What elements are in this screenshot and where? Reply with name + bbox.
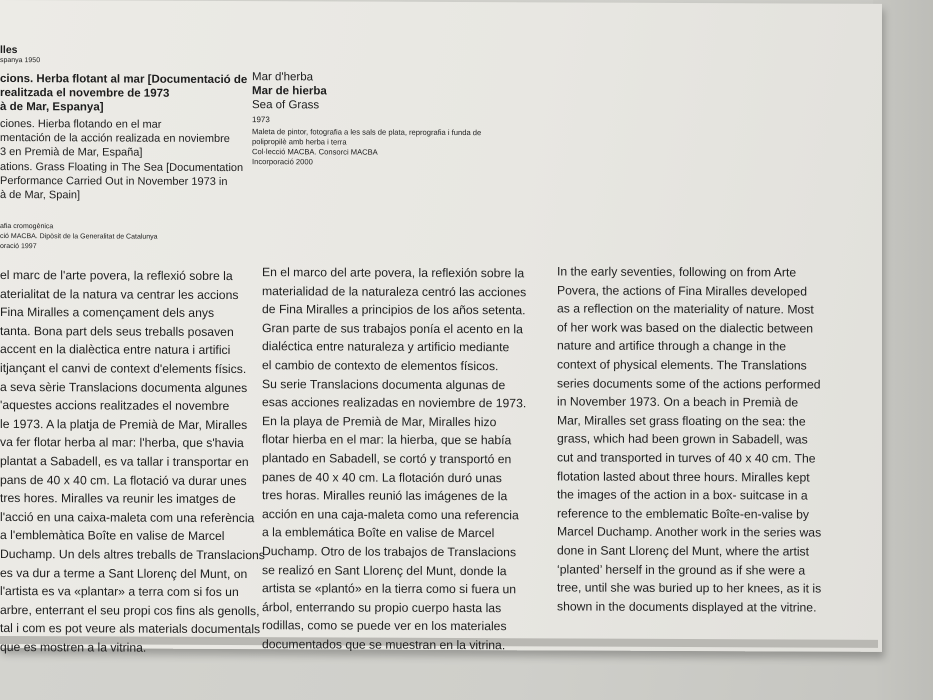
title-line: ations. Grass Floating in The Sea [Documentation xyxy=(0,161,244,175)
work-title-spanish: Mar de hierba xyxy=(252,85,327,98)
paragraph-line: va fer flotar herba al mar: l'herba, que s'havia xyxy=(0,435,244,451)
paragraph-line: En el marco del arte povera, la reflexión sobre la xyxy=(262,265,525,281)
paragraph-line: tres hores. Miralles va reunir les imatges de xyxy=(0,491,236,507)
paragraph-line: itjançant el canvi de context d'elements físics. xyxy=(0,360,247,377)
paragraph-line: de Fina Miralles a principios de los años setenta. xyxy=(262,302,526,318)
paragraph-line: documentados que se muestran en la vitrina. xyxy=(262,637,506,653)
paragraph-line: es va dur a terme a Sant Llorenç del Munt, on xyxy=(0,565,248,581)
meta-line: Incorporació 2000 xyxy=(252,157,313,167)
paragraph-line: tree, until she was buried up to her knees, as it is xyxy=(557,580,822,596)
paragraph-line: le 1973. A la platja de Premià de Mar, Miralles xyxy=(0,416,248,432)
paragraph-line: dialéctica entre naturaleza y artificio mediante xyxy=(262,339,510,355)
paragraph-line: ‘planted’ herself in the ground as if she were a xyxy=(557,561,806,578)
left-title-catalan xyxy=(0,72,250,115)
wall-corner xyxy=(873,0,933,700)
work-title-catalan: Mar d'herba xyxy=(252,71,314,84)
paragraph-line: rodillas, como se puede ver en los materiales xyxy=(262,618,507,634)
paragraph-line: cut and transported in turves of 40 x 40 cm. The xyxy=(557,450,816,466)
paragraph-line: plantado en Sabadell, se cortó y transportó en xyxy=(262,451,512,467)
left-title-spanish xyxy=(0,117,250,160)
title-line: ciones. Hierba flotando en el mar xyxy=(0,118,162,131)
artist-name: lles xyxy=(0,44,18,57)
meta-line: ció MACBA. Dipòsit de la Generalitat de Catalunya xyxy=(0,233,158,241)
paragraph-line: plantat a Sabadell, es va tallar i transportar en xyxy=(0,453,249,470)
paragraph-line: tal i com es pot veure als materials documentals xyxy=(0,621,261,637)
title-line: realitzada el novembre de 1973 xyxy=(0,87,170,100)
paragraph-line: tanta. Bona part dels seus treballs posaven xyxy=(0,323,234,339)
title-line: à de Mar, Espanya] xyxy=(0,101,104,114)
meta-line: polipropilè amb herba i terra xyxy=(252,137,347,147)
paragraph-line: l'acció en una caixa-maleta com una referència xyxy=(0,509,255,525)
paragraph-line: Su serie Translacions documenta algunas de xyxy=(262,376,506,392)
paragraph-line: arbre, enterrant el seu propi cos fins als genolls, xyxy=(0,602,260,618)
paragraph-line: En la playa de Premià de Mar, Miralles hizo xyxy=(262,413,497,429)
artist-origin: spanya 1950 xyxy=(0,57,41,65)
left-work-metadata xyxy=(0,222,250,253)
work-year: 1973 xyxy=(252,115,270,125)
paragraph-line: 'aquestes accions realitzades el novembre xyxy=(0,398,230,414)
paragraph-line: tres horas. Miralles reunió las imágenes de la xyxy=(262,488,508,504)
left-title-english xyxy=(0,160,250,203)
title-line: 3 en Premià de Mar, España] xyxy=(0,146,143,159)
paragraph-line: flotation lasted about three hours. Miralles kept xyxy=(557,468,810,485)
paragraph-line: acción en una caja-maleta como una referencia xyxy=(262,506,519,522)
title-line: cions. Herba flotant al mar [Documentació de xyxy=(0,73,248,87)
catalan-text-column xyxy=(0,266,265,658)
paragraph-line: aterialitat de la natura va centrar les accions xyxy=(0,286,239,302)
paragraph-line: Duchamp. Otro de los trabajos de Translacions xyxy=(262,544,517,560)
title-line: Performance Carried Out in November 1973 in xyxy=(0,175,228,188)
paragraph-line: panes de 40 x 40 cm. La flotación duró unas xyxy=(262,469,502,485)
paragraph-line: in November 1973. On a beach in Premià de xyxy=(557,394,799,410)
paragraph-line: el marc de l'arte povera, la reflexió sobre la xyxy=(0,268,233,284)
paragraph-line: In the early seventies, following on from Arte xyxy=(557,264,797,280)
meta-line: Col·lecció MACBA. Consorci MACBA xyxy=(252,147,378,157)
work-metadata xyxy=(252,127,514,168)
paragraph-line: shown in the documents displayed at the vitrine. xyxy=(557,599,817,615)
paragraph-line: esas acciones realizadas en noviembre de 1973. xyxy=(262,395,527,411)
paragraph-line: Mar, Miralles set grass floating on the sea: the xyxy=(557,413,806,429)
paragraph-line: context of physical elements. The Translations xyxy=(557,357,807,373)
paragraph-line: as a reflection on the materiality of nature. Most xyxy=(557,301,814,317)
paragraph-line: a la emblemática Boîte en valise de Marcel xyxy=(262,525,495,541)
paragraph-line: the images of the action in a box- suitcase in a xyxy=(557,487,808,503)
paragraph-line: flotar hierba en el mar: la hierba, que se había xyxy=(262,432,512,448)
paragraph-line: accent en la dialèctica entre natura i artifici xyxy=(0,342,231,358)
paragraph-line: Marcel Duchamp. Another work in the series was xyxy=(557,524,822,540)
paragraph-line: árbol, enterrando su propio cuerpo hasta las xyxy=(262,599,502,615)
paragraph-line: que es mostren a la vitrina. xyxy=(0,639,147,655)
paragraph-line: Povera, the actions of Fina Miralles developed xyxy=(557,283,807,299)
title-line: mentación de la acción realizada en noviembre xyxy=(0,132,230,146)
english-text-column xyxy=(557,262,847,617)
spanish-text-column xyxy=(262,263,546,655)
title-line: à de Mar, Spain] xyxy=(0,189,81,202)
paragraph-line: done in Sant Llorenç del Munt, where the artist xyxy=(557,543,810,559)
paragraph-line: se realizó en Sant Llorenç del Munt, donde la xyxy=(262,562,507,578)
paragraph-line: el cambio de contexto de elementos físicos. xyxy=(262,358,499,374)
paragraph-line: grass, which had been grown in Sabadell, was xyxy=(557,431,808,447)
paragraph-line: series documents some of the actions performed xyxy=(557,375,821,392)
paragraph-line: materialidad de la naturaleza centró las acciones xyxy=(262,283,527,299)
paragraph-line: Fina Miralles a començament dels anys xyxy=(0,305,215,321)
meta-line: oració 1997 xyxy=(0,243,37,251)
meta-line: afia cromogènica xyxy=(0,223,54,231)
paragraph-line: of her work was based on the dialectic between xyxy=(557,320,814,336)
paragraph-line: artista se «plantó» en la tierra como si fuera un xyxy=(262,581,517,597)
paragraph-line: Duchamp. Un dels altres treballs de Translacions xyxy=(0,546,265,563)
paragraph-line: a l'emblemàtica Boîte en valise de Marcel xyxy=(0,528,225,544)
paragraph-line: reference to the emblematic Boîte-en-valise by xyxy=(557,506,809,522)
paragraph-line: a seva sèrie Translacions documenta algunes xyxy=(0,379,248,395)
paragraph-line: pans de 40 x 40 cm. La flotació va durar unes xyxy=(0,472,247,488)
paragraph-line: l'artista es va «plantar» a terra com si fos un xyxy=(0,584,239,600)
meta-line: Maleta de pintor, fotografia a les sals de plata, reprografia i funda de xyxy=(252,127,482,138)
paragraph-line: nature and artifice through a change in the xyxy=(557,338,787,354)
paragraph-line: Gran parte de sus trabajos ponía el acento en la xyxy=(262,320,523,337)
work-title-english: Sea of Grass xyxy=(252,99,320,112)
